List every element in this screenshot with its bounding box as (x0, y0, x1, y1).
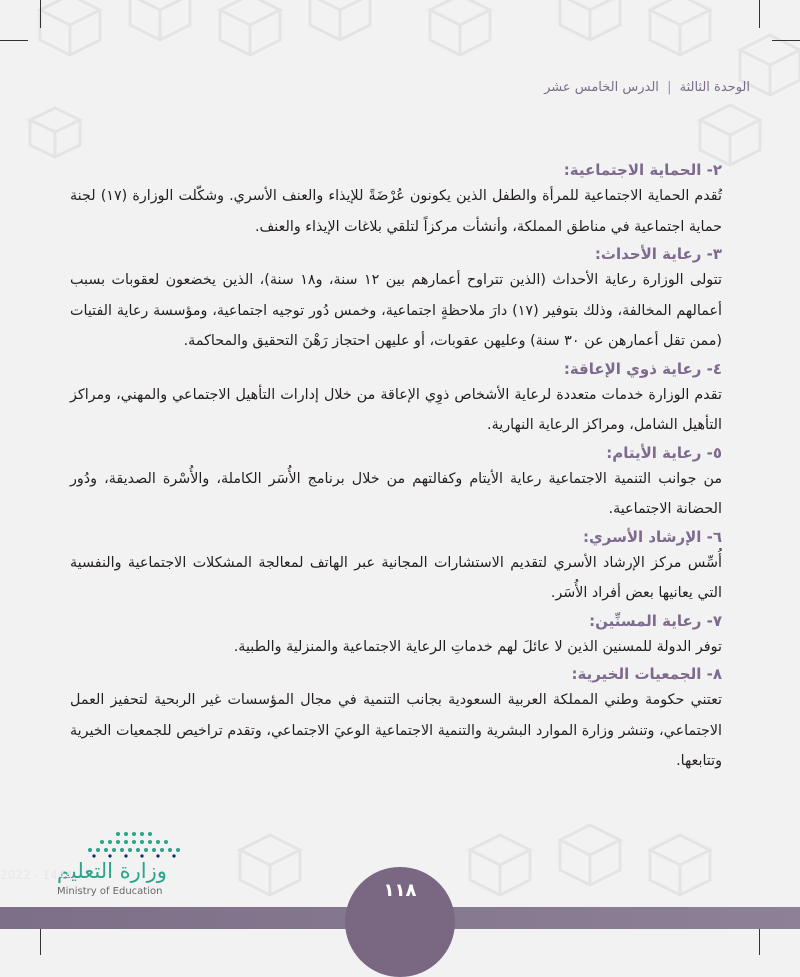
section-text-disability-care: تقدم الوزارة خدمات متعددة لرعاية الأشخاص ذوِي الإعاقة من خلال إدارات التأهيل الاجتماعي والمهني، ومراكز التأهيل الشامل، ومراكز الرعاية النهارية. (70, 386, 722, 433)
crop-mark (0, 40, 28, 41)
crop-mark (759, 0, 760, 28)
section-title-disability-care: ٤- رعاية ذوي الإعاقة: (563, 359, 722, 378)
header-separator: | (667, 80, 672, 95)
section-title-social-protection: ٢- الحماية الاجتماعية: (563, 161, 722, 179)
section-title-orphan-care: ٥- رعاية الأيتام: (606, 443, 722, 462)
crop-mark (772, 40, 800, 41)
lesson-content (70, 159, 722, 778)
section-text-charities: تعتني حكومة وطني المملكة العربية السعودية بجانب التنمية في مجال المؤسسات غير الربحية لتحفيز العمل الاجتماعي، وتنشر وزارة الموارد البشرية والتنمية الاجتماعية الوعيَ الاجتماعي، وتقدم تراخيص للجمعيات الخيرية وتتابعها. (70, 692, 722, 769)
edition-year: 2022 - 1444 (0, 868, 74, 882)
section-title-charities: ٨- الجمعيات الخيرية: (571, 665, 722, 683)
lesson-label: الدرس الخامس عشر (544, 80, 659, 95)
section-text-elderly-care: توفر الدولة للمسنين الذين لا عائلَ لهم خدماتِ الرعاية الاجتماعية والمنزلية والطبية. (233, 638, 722, 655)
running-header (544, 80, 750, 95)
crop-mark (759, 927, 760, 955)
crop-mark (40, 927, 41, 955)
page-number: ١١٨ (383, 880, 417, 901)
unit-label: الوحدة الثالثة (679, 80, 750, 95)
section-text-juvenile-care: تتولى الوزارة رعاية الأحداث (الذين تتراوح أعمارهم بين ١٢ سنة، و١٨ سنة)، الذين يخضعون لعقوبات بسبب أعمالهم المخالفة، وذلك بتوفير (١٧) دارَ ملاحظةٍ اجتماعية، وخمس دُور توجيه اجتماعية، ومؤسسة رعاية الفتيات (ممن تقل أعمارهن عن ٣٠ سنة) وعليهن عقوبات، أو عليهن احتجاز رَهْنَ التحقيق والمحاكمة. (70, 272, 722, 349)
section-title-juvenile-care: ٣- رعاية الأحداث: (594, 245, 722, 263)
ministry-logo-icon (82, 828, 192, 858)
section-title-family-counseling: ٦- الإرشاد الأسري: (583, 527, 722, 546)
section-text-social-protection: تُقدم الحماية الاجتماعية للمرأة والطفل الذين يكونون عُرْضَةً للإيذاء والعنف الأسري. وشكّلت الوزارة (١٧) لجنة حماية اجتماعية في مناطق المملكة، وأنشأت مركزاً لتلقي بلاغات الإيذاء والعنف. (70, 188, 722, 235)
crop-mark (40, 0, 41, 28)
section-text-orphan-care: من جوانب التنمية الاجتماعية رعاية الأيتام وكفالتهم من خلال برنامج الأُسَر الكاملة، والأُسْرة الصديقة، ودُور الحضانة الاجتماعية. (70, 470, 722, 517)
section-title-elderly-care: ٧- رعاية المسنِّين: (589, 611, 722, 630)
ministry-logo-english: Ministry of Education (57, 886, 163, 897)
section-text-family-counseling: أُسِّس مركز الإرشاد الأسري لتقديم الاستشارات المجانية عبر الهاتف لمعالجة المشكلات الاجتماعية والنفسية التي يعانيها بعض أفراد الأُسَر. (70, 554, 722, 601)
ministry-logo-arabic: وزارة التعليم (57, 859, 167, 883)
